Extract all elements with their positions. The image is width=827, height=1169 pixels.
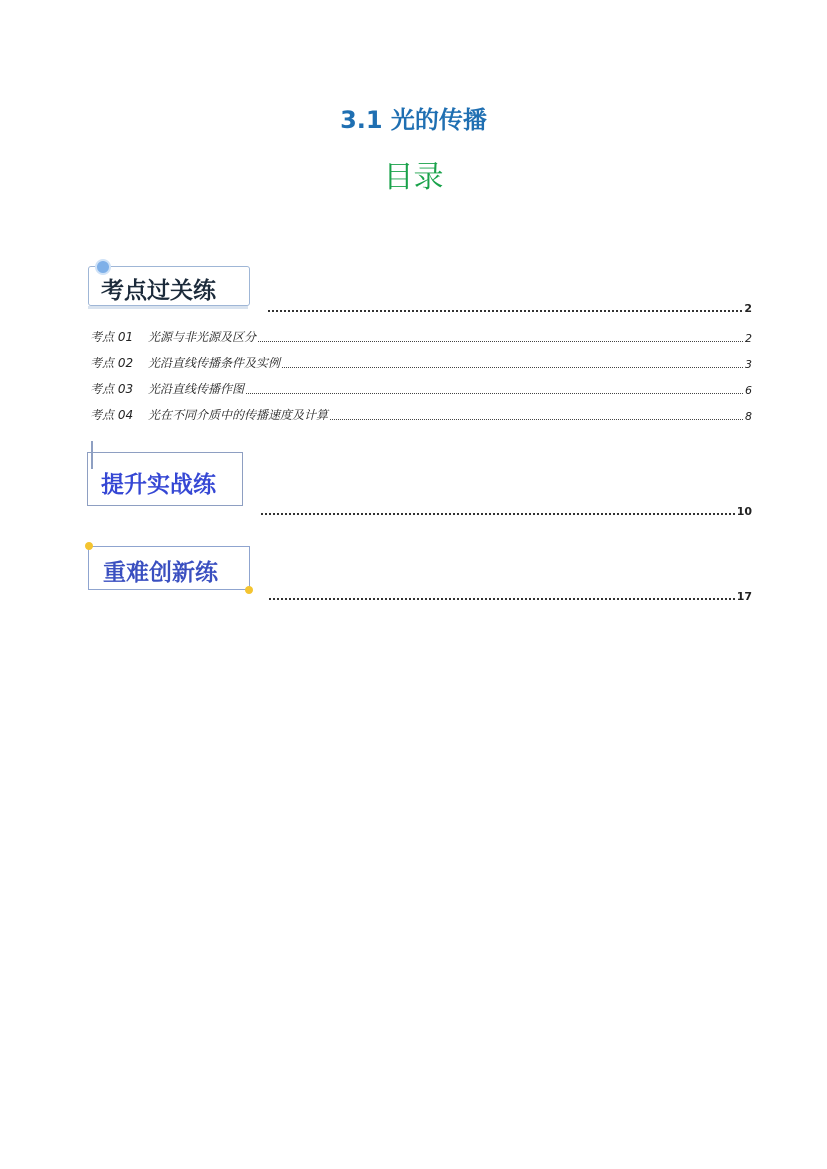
dot-leader [246,392,743,394]
item-text: 光在不同介质中的传播速度及计算 [148,408,329,422]
dot-leader [330,418,743,420]
toc-heading: 目录 [383,160,444,195]
section-label: 重难创新练 [103,560,218,586]
decoration-bar-icon [91,441,93,469]
section-badge-1[interactable] [88,266,250,306]
dot-leader [268,309,742,312]
dot-leader [282,366,743,368]
section-label: 考点过关练 [101,278,216,304]
toc-item-4[interactable] [90,406,752,423]
toc-section-line-3[interactable] [267,590,752,603]
document-title: 3.1 光的传播 [340,106,487,134]
item-text: 光沿直线传播作图 [148,382,245,396]
section-badge-2[interactable] [87,452,243,506]
dot-leader [261,512,735,515]
decoration-dot-icon [85,542,93,550]
page-number: 2 [745,332,752,345]
toc-section-line-1[interactable] [266,302,752,315]
page-number: 10 [736,505,752,518]
page-number: 8 [745,410,752,423]
item-code: 考点 03 [90,382,134,396]
section-label: 提升实战练 [101,472,216,498]
toc-item-3[interactable] [90,380,752,397]
decoration-dot-icon [245,586,253,594]
item-code: 考点 04 [90,408,134,422]
toc-item-1[interactable] [90,328,752,345]
page-number: 2 [744,302,752,315]
item-text: 光源与非光源及区分 [148,330,257,344]
dot-leader [258,340,743,342]
toc-section-line-2[interactable] [259,505,752,518]
toc-item-2[interactable] [90,354,752,371]
section-badge-3[interactable] [88,546,250,590]
dot-leader [269,597,735,600]
page-number: 3 [745,358,752,371]
item-code: 考点 01 [90,330,134,344]
badge-shadow [88,306,248,309]
item-text: 光沿直线传播条件及实例 [148,356,281,370]
page-number: 6 [745,384,752,397]
page-number: 17 [736,590,752,603]
item-code: 考点 02 [90,356,134,370]
